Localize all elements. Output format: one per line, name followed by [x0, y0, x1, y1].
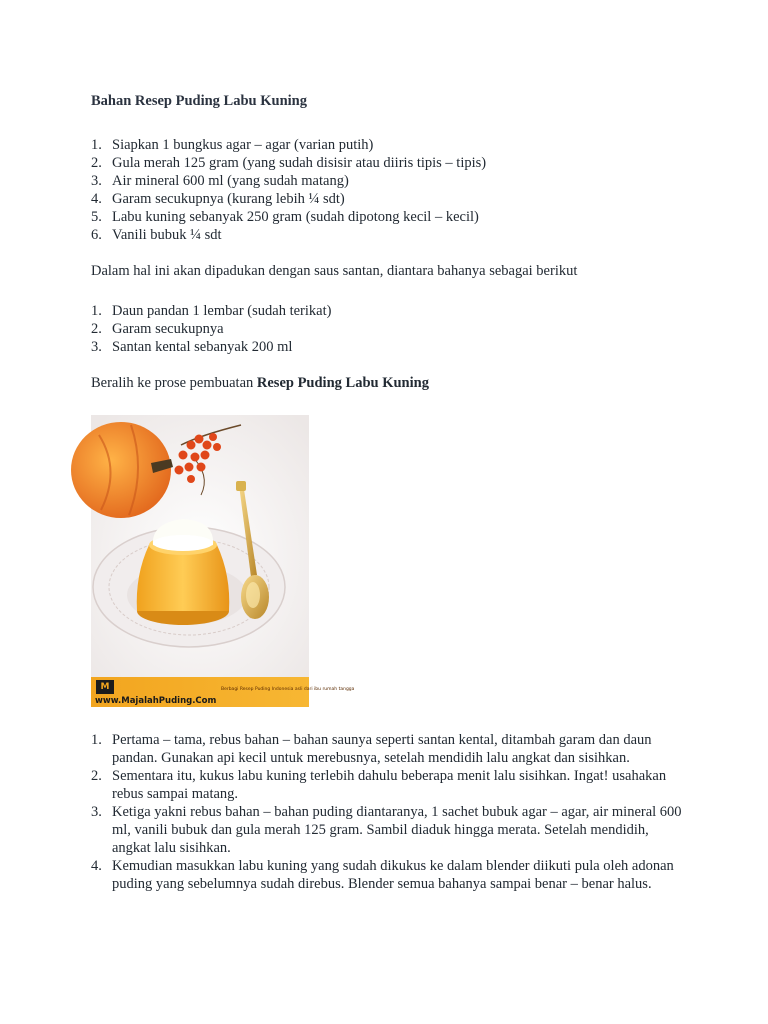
list-item [91, 338, 331, 356]
list-text: Ketiga yakni rebus bahan – bahan puding diantaranya, 1 sachet bubuk agar – agar, air mineral 600 ml, vanili bubuk dan gula merah 125 gram. Sambil diaduk hingga merata. Setelah mendidih, angkat lalu sisihkan. [112, 804, 682, 856]
list-item [91, 172, 486, 190]
sauce-intro-paragraph: Dalam hal ini akan dipadukan dengan saus santan, diantara bahanya sebagai berikut [91, 263, 578, 279]
process-intro-text: Beralih ke prose pembuatan [91, 375, 257, 391]
list-item [91, 208, 486, 226]
list-text: Sementara itu, kukus labu kuning terlebih dahulu beberapa menit lalu sisihkan. Ingat! usahakan rebus sampai matang. [112, 768, 667, 802]
list-number: 2. [91, 321, 102, 337]
list-number: 3. [91, 804, 102, 820]
recipe-name-bold: Resep Puding Labu Kuning [256, 375, 429, 391]
list-number: 3. [91, 339, 102, 355]
list-text: Vanili bubuk ¼ sdt [112, 227, 222, 243]
list-number: 2. [91, 155, 102, 171]
process-intro-paragraph [91, 374, 429, 392]
steps-list [91, 731, 691, 893]
list-text: Gula merah 125 gram (yang sudah disisir atau diiris tipis – tipis) [112, 155, 487, 171]
list-item [91, 136, 486, 154]
list-text: Kemudian masukkan labu kuning yang sudah dikukus ke dalam blender diikuti pula oleh adonan puding yang sebelumnya sudah direbus. Blender semua bahanya sampai benar – benar halus. [112, 858, 674, 892]
site-logo: M [96, 680, 114, 694]
pudding-illustration [91, 415, 309, 677]
sauce-ingredients-list [91, 302, 331, 356]
list-text: Garam secukupnya [112, 321, 224, 337]
list-text: Air mineral 600 ml (yang sudah matang) [112, 173, 349, 189]
watermark-banner [91, 677, 355, 707]
ingredients-list [91, 136, 486, 244]
list-number: 2. [91, 768, 102, 784]
site-tagline: Berbagi Resep Puding Indonesia asli dari ibu rumah tangga [221, 687, 355, 692]
list-item [91, 226, 486, 244]
list-item [91, 320, 331, 338]
site-url: www.MajalahPuding.Com [95, 696, 217, 706]
list-text: Santan kental sebanyak 200 ml [112, 339, 293, 355]
pudding-photo [91, 415, 355, 707]
list-text: Daun pandan 1 lembar (sudah terikat) [112, 303, 332, 319]
list-number: 3. [91, 173, 102, 189]
list-number: 1. [91, 303, 102, 319]
list-item [91, 154, 486, 172]
list-text: Siapkan 1 bungkus agar – agar (varian putih) [112, 137, 374, 153]
list-number: 1. [91, 137, 102, 153]
list-number: 1. [91, 732, 102, 748]
list-item [91, 731, 691, 767]
list-text: Labu kuning sebanyak 250 gram (sudah dipotong kecil – kecil) [112, 209, 479, 225]
list-number: 4. [91, 858, 102, 874]
list-item [91, 803, 691, 857]
list-text: Pertama – tama, rebus bahan – bahan saunya seperti santan kental, ditambah garam dan daun pandan. Gunakan api kecil untuk merebusnya, setelah mendidih lalu angkat dan sisihkan. [112, 732, 652, 766]
list-item [91, 767, 691, 803]
list-number: 5. [91, 209, 102, 225]
list-item [91, 302, 331, 320]
list-item [91, 857, 691, 893]
list-item [91, 190, 486, 208]
list-number: 6. [91, 227, 102, 243]
ingredients-heading: Bahan Resep Puding Labu Kuning [91, 93, 307, 109]
list-number: 4. [91, 191, 102, 207]
list-text: Garam secukupnya (kurang lebih ¼ sdt) [112, 191, 345, 207]
